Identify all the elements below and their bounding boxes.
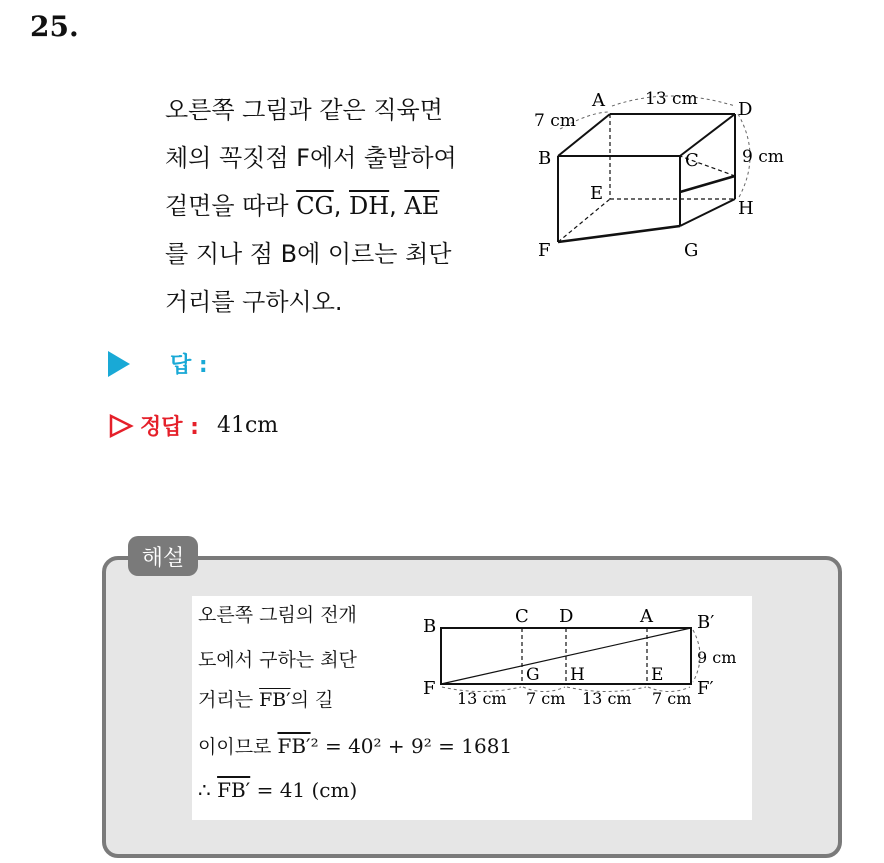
path-f-to-cg xyxy=(558,226,680,242)
net-label-b: B xyxy=(423,616,437,637)
net-label-f-prime: F′ xyxy=(697,678,714,699)
label-e: E xyxy=(590,183,604,204)
outline-triangle-icon xyxy=(108,413,134,439)
net-segment-1: 13 cm xyxy=(457,689,507,708)
net-label-g: G xyxy=(526,665,540,685)
label-a: A xyxy=(592,90,605,111)
solution-text-3-suffix: 의 길 xyxy=(290,689,334,711)
answer-row xyxy=(108,348,208,379)
label-b: B xyxy=(538,148,552,169)
dim-label-height: 9 cm xyxy=(742,147,784,167)
net-segment-4: 7 cm xyxy=(652,689,692,708)
label-d: D xyxy=(738,99,753,120)
segment-cg: $\overline{CG}$ xyxy=(296,192,334,220)
net-label-d: D xyxy=(559,606,574,627)
problem-line-4: 를 지나 점 B에 이르는 최단 xyxy=(165,240,452,268)
dim-label-depth: 7 cm xyxy=(534,111,576,131)
correct-answer-value: 41cm xyxy=(216,413,279,438)
cuboid-figure xyxy=(530,84,800,264)
net-diagram xyxy=(415,600,750,718)
problem-line-3-prefix: 겉면을 따라 xyxy=(165,192,297,220)
segment-fb-prime: FB′ xyxy=(277,734,311,758)
net-label-a: A xyxy=(640,606,653,627)
path-cg-to-dh xyxy=(680,176,735,192)
label-h: H xyxy=(738,198,754,219)
solution-conclusion xyxy=(198,778,357,802)
net-label-e: E xyxy=(651,665,664,685)
segment-fb-prime: FB′ xyxy=(217,778,251,802)
segment-fb-prime: FB′ xyxy=(259,689,291,711)
play-icon xyxy=(108,351,130,377)
solution-text-3 xyxy=(198,685,333,712)
solution-text-3-prefix: 거리는 xyxy=(198,689,260,711)
net-label-c: C xyxy=(515,606,529,627)
correct-answer-row xyxy=(108,410,278,441)
question-number: 25. xyxy=(30,10,79,43)
solution-conclusion-rhs: = 41 (cm) xyxy=(250,778,358,802)
dim-label-length: 13 cm xyxy=(645,89,698,109)
edge-gh xyxy=(680,199,735,226)
net-label-f: F xyxy=(423,678,436,699)
problem-line-2: 체의 꼭짓점 F에서 출발하여 xyxy=(165,144,457,172)
net-label-h: H xyxy=(570,665,585,685)
net-segment-3: 13 cm xyxy=(582,689,632,708)
problem-line-5: 거리를 구하시오. xyxy=(165,288,343,316)
correct-answer-label: 정답 : xyxy=(140,415,199,440)
solution-text-2: 도에서 구하는 최단 xyxy=(198,649,357,671)
separator: , xyxy=(389,192,405,220)
net-label-b-prime: B′ xyxy=(697,612,715,633)
therefore-symbol: ∴ xyxy=(198,778,218,802)
solution-text-1: 오른쪽 그림의 전개 xyxy=(198,604,357,626)
net-height-label: 9 cm xyxy=(697,648,737,667)
answer-label: 답 : xyxy=(170,353,208,378)
label-c: C xyxy=(685,150,699,171)
separator: , xyxy=(333,192,349,220)
problem-text xyxy=(165,86,515,326)
solution-equation xyxy=(198,732,512,759)
segment-ae: $\overline{AE}$ xyxy=(404,192,440,220)
segment-dh: $\overline{DH}$ xyxy=(349,192,390,220)
net-segment-2: 7 cm xyxy=(526,689,566,708)
label-f: F xyxy=(538,240,551,261)
problem-line-3 xyxy=(165,182,515,230)
solution-equation-rhs: ² = 40² + 9² = 1681 xyxy=(310,734,513,758)
problem-line-1: 오른쪽 그림과 같은 직육면 xyxy=(165,96,443,124)
solution-equation-prefix: 이이므로 xyxy=(198,736,278,758)
solution-tab: 해설 xyxy=(128,536,198,576)
label-g: G xyxy=(684,240,699,261)
